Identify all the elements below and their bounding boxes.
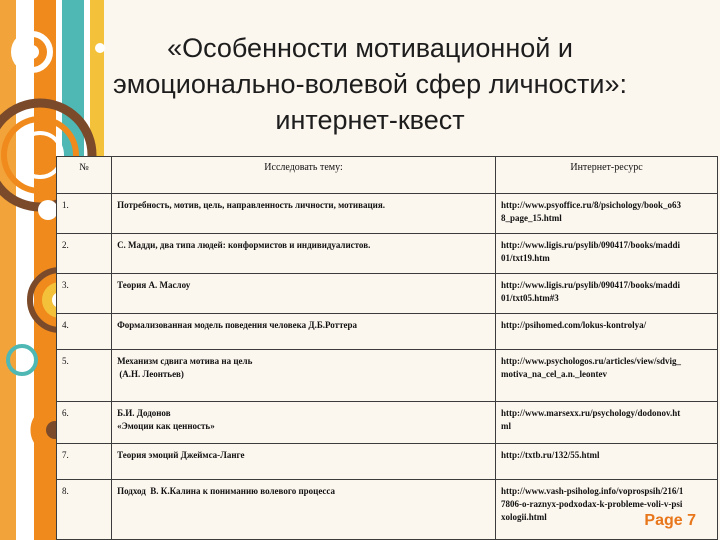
quest-table	[56, 156, 718, 540]
resource-line[interactable]: 8_page_15.html	[501, 213, 562, 223]
resource-line[interactable]: 01/txt19.htm	[501, 253, 550, 263]
header-topic: Исследовать тему:	[112, 157, 496, 194]
topic-line: (А.Н. Леонтьев)	[117, 369, 184, 379]
topic-line: Подход В. К.Калина к пониманию волевого процесса	[117, 486, 336, 496]
resource-line[interactable]: http://www.vash-psiholog.info/voprospsih/216/1	[501, 486, 684, 496]
circle-white-4	[38, 200, 58, 220]
table-row	[57, 350, 718, 402]
title-line-2: эмоционально-волевой сфер личности»:	[112, 69, 627, 99]
table-row	[57, 444, 718, 480]
row-number: 7.	[57, 444, 112, 480]
table-row	[57, 402, 718, 444]
row-resource-link[interactable]	[496, 234, 718, 274]
row-number: 4.	[57, 314, 112, 350]
topic-line: Б.И. Додонов	[117, 408, 171, 418]
resource-line[interactable]: http://www.psyoffice.ru/8/psichology/book_o63	[501, 200, 682, 210]
row-topic	[112, 234, 496, 274]
resource-line[interactable]: 7806-o-raznyx-podxodax-k-probleme-voli-v-psi	[501, 499, 683, 509]
table-body	[57, 194, 718, 540]
row-resource-link[interactable]	[496, 444, 718, 480]
topic-line: Потребность, мотив, цель, направленность личности, мотивация.	[117, 200, 385, 210]
row-number: 8.	[57, 480, 112, 540]
slide-title	[40, 30, 700, 138]
row-resource-link[interactable]	[496, 274, 718, 314]
resource-line[interactable]: http://www.psychologos.ru/articles/view/sdvig_	[501, 356, 682, 366]
resource-line[interactable]: http://txtb.ru/132/55.html	[501, 450, 600, 460]
resource-line[interactable]: motiva_na_cel_a.n._leontev	[501, 369, 607, 379]
topic-line: Теория А. Маслоу	[117, 280, 191, 290]
resource-line[interactable]: http://psihomed.com/lokus-kontrolya/	[501, 320, 647, 330]
topic-line: С. Мадди, два типа людей: конформистов и индивидуалистов.	[117, 240, 371, 250]
row-number: 3.	[57, 274, 112, 314]
row-resource-link[interactable]	[496, 480, 718, 540]
resource-line[interactable]: 01/txt05.htm#3	[501, 293, 559, 303]
header-number: №	[57, 157, 112, 194]
topic-line: Теория эмоций Джеймса-Ланге	[117, 450, 245, 460]
resource-line[interactable]: http://www.ligis.ru/psylib/090417/books/maddi	[501, 280, 681, 290]
topic-line: Механизм сдвига мотива на цель	[117, 356, 253, 366]
table-row	[57, 274, 718, 314]
row-topic	[112, 274, 496, 314]
table-row	[57, 480, 718, 540]
title-line-3: интернет-квест	[275, 105, 465, 135]
row-resource-link[interactable]	[496, 314, 718, 350]
table-row	[57, 234, 718, 274]
row-topic	[112, 402, 496, 444]
row-topic	[112, 444, 496, 480]
circle-white-dot	[25, 45, 39, 59]
row-number: 1.	[57, 194, 112, 234]
header-resource: Интернет-ресурс	[496, 157, 718, 194]
circle-teal	[8, 346, 36, 374]
row-number: 5.	[57, 350, 112, 402]
row-topic	[112, 350, 496, 402]
resource-line[interactable]: http://www.marsexx.ru/psychology/dodonov.ht	[501, 408, 681, 418]
resource-line[interactable]: http://www.ligis.ru/psylib/090417/books/maddi	[501, 240, 681, 250]
row-topic	[112, 314, 496, 350]
row-number: 6.	[57, 402, 112, 444]
title-line-1: «Особенности мотивационной и	[167, 33, 573, 63]
table-row	[57, 314, 718, 350]
resource-line[interactable]: ml	[501, 421, 511, 431]
table-row	[57, 194, 718, 234]
resource-line[interactable]: xologii.html	[501, 512, 547, 522]
row-topic	[112, 194, 496, 234]
topic-line: «Эмоции как ценность»	[117, 421, 215, 431]
row-topic	[112, 480, 496, 540]
row-number: 2.	[57, 234, 112, 274]
row-resource-link[interactable]	[496, 350, 718, 402]
row-resource-link[interactable]	[496, 194, 718, 234]
page-number: Page 7	[644, 512, 696, 529]
row-resource-link[interactable]	[496, 402, 718, 444]
table-header-row	[57, 157, 718, 194]
topic-line: Формализованная модель поведения человека Д.Б.Роттера	[117, 320, 358, 330]
